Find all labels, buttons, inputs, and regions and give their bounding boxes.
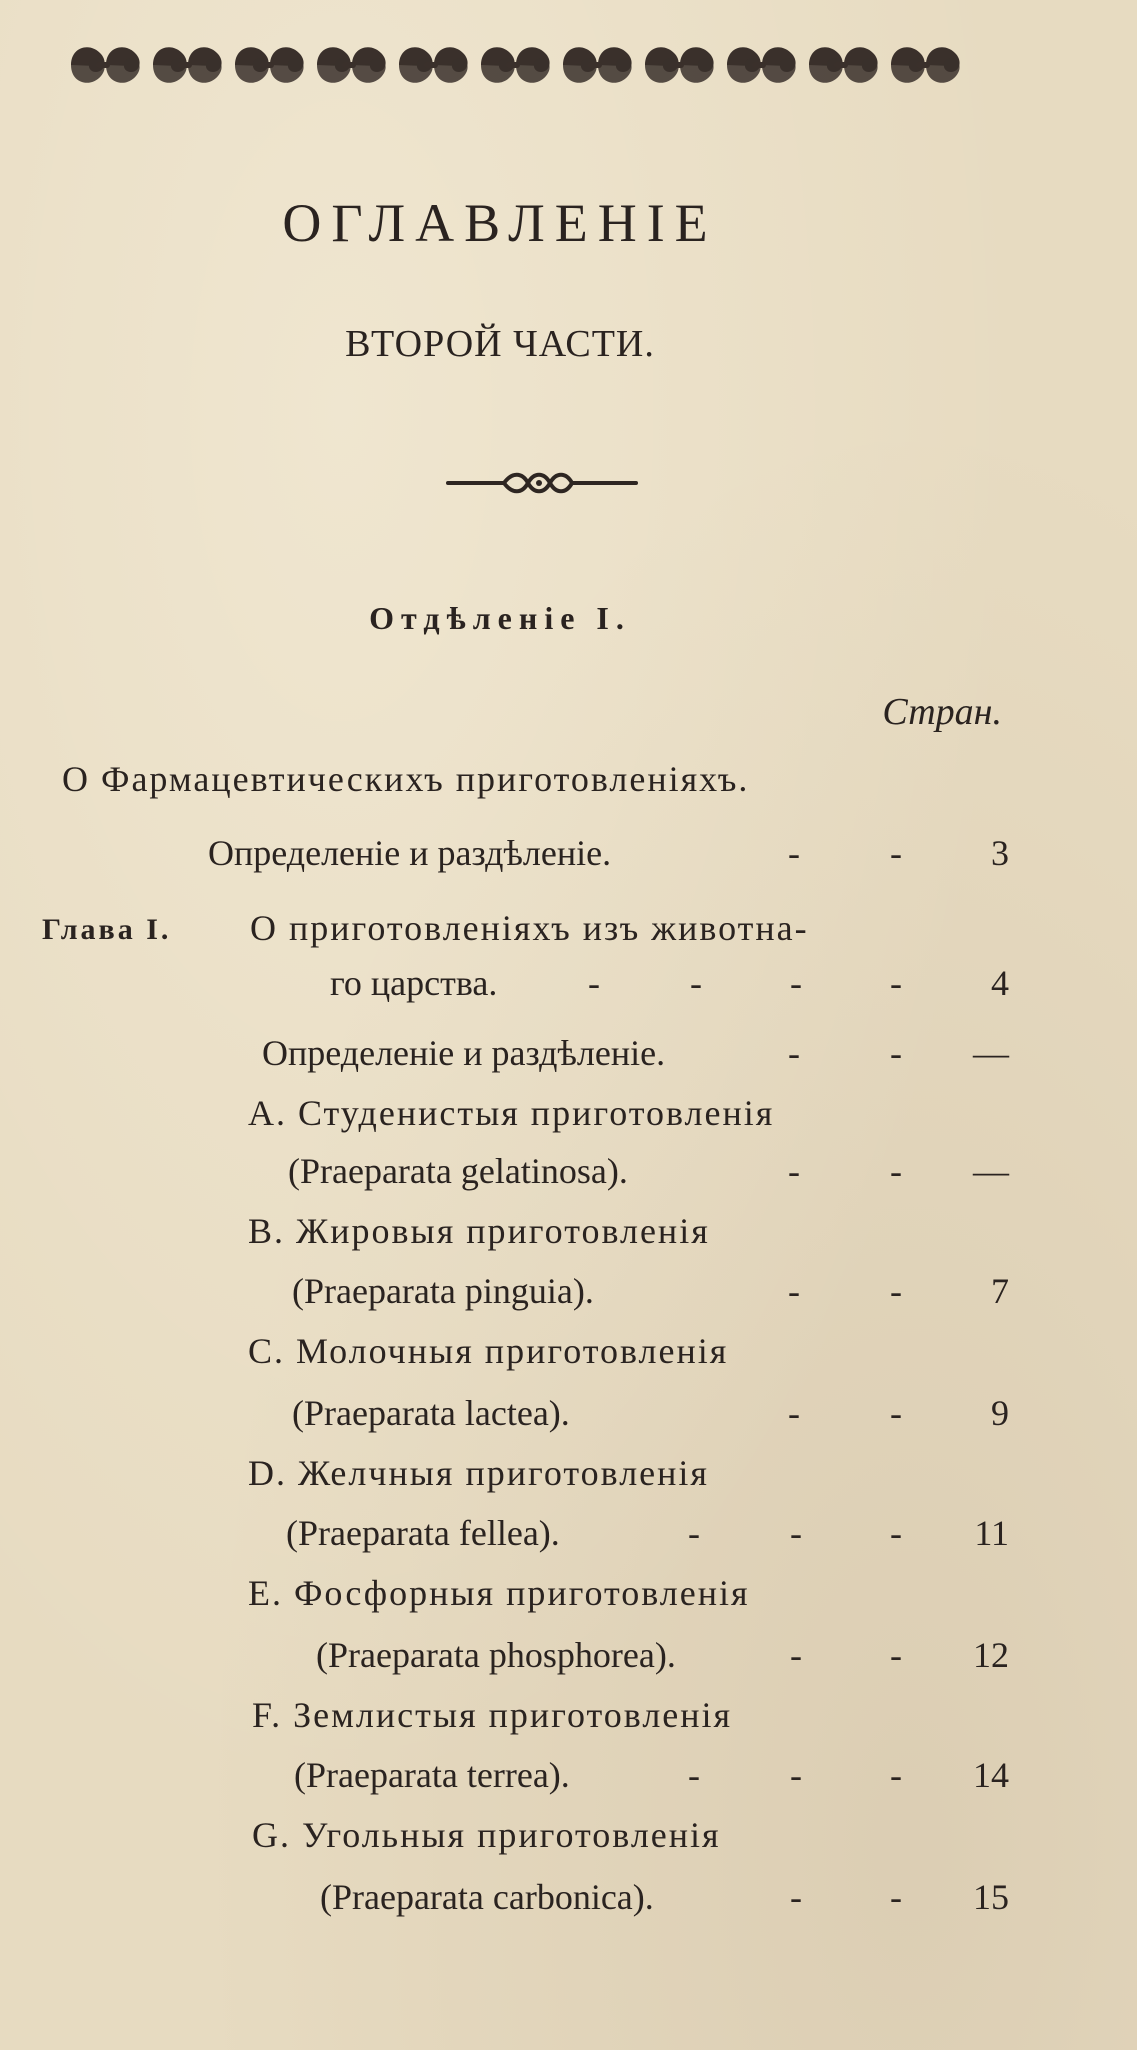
toc-entry-text-continued: (Praeparata carbonica). <box>320 1877 654 1917</box>
toc-entry-page: 9 <box>991 1393 1009 1433</box>
toc-entry-page: — <box>973 1151 1009 1191</box>
chapter-label: Глава I. <box>42 913 172 946</box>
leader-dash: - <box>890 1877 902 1917</box>
toc-entry-text-continued: (Praeparata fellea). <box>286 1513 560 1553</box>
toc-entry-text-continued: (Praeparata gelatinosa). <box>288 1151 628 1191</box>
leader-dash: - <box>890 1271 902 1311</box>
toc-entry-text: Определенiе и раздѣленiе. <box>208 833 612 873</box>
toc-entry-text: C. Молочныя приготовленiя <box>248 1331 729 1371</box>
toc-entry-text-continued: (Praeparata terrea). <box>294 1755 570 1795</box>
toc-entry-text-continued: (Praeparata lactea). <box>292 1393 570 1433</box>
leader-dash: - <box>690 963 702 1003</box>
ornament-border <box>66 32 986 98</box>
leader-dash: - <box>890 963 902 1003</box>
leader-dash: - <box>788 1033 800 1073</box>
leader-dash: - <box>788 1151 800 1191</box>
toc-entry-page: 15 <box>973 1877 1009 1917</box>
leader-dash: - <box>788 833 800 873</box>
leader-dash: - <box>688 1513 700 1553</box>
toc-entry-page: 7 <box>991 1271 1009 1311</box>
toc-entry-text: О приготовленiяхъ изъ животна- <box>250 908 809 948</box>
leader-dash: - <box>890 1033 902 1073</box>
leader-dash: - <box>688 1755 700 1795</box>
toc-entry-page: 3 <box>991 833 1009 873</box>
toc-entry-text: Определенiе и раздѣленiе. <box>262 1033 666 1073</box>
leader-dash: - <box>890 1755 902 1795</box>
toc-entry-text: F. Землистыя приготовленiя <box>252 1695 733 1735</box>
toc-entry-page: 11 <box>974 1513 1009 1553</box>
part-heading: О Фармацевтическихъ приготовленiяхъ. <box>62 759 750 799</box>
toc-entry-text-continued: (Praeparata pinguia). <box>292 1271 594 1311</box>
section-heading: Отдѣленiе I. <box>369 600 631 636</box>
leader-dash: - <box>890 1635 902 1675</box>
leader-dash: - <box>788 1393 800 1433</box>
leader-dash: - <box>588 963 600 1003</box>
leader-dash: - <box>890 833 902 873</box>
leader-dash: - <box>790 1755 802 1795</box>
toc-entry-text-continued: го царства. <box>330 963 498 1003</box>
leader-dash: - <box>790 963 802 1003</box>
toc-entry-text: A. Студенистыя приготовленiя <box>248 1093 775 1133</box>
toc-entry-text-continued: (Praeparata phosphorea). <box>316 1635 676 1675</box>
toc-entry-text: G. Угольныя приготовленiя <box>252 1815 721 1855</box>
divider-ornament <box>442 468 642 498</box>
pages-column-label: Стран. <box>882 691 1002 733</box>
page-subtitle: ВТОРОЙ ЧАСТИ. <box>345 323 655 365</box>
leader-dash: - <box>790 1513 802 1553</box>
page-title: ОГЛАВЛЕНIЕ <box>282 193 718 253</box>
leader-dash: - <box>890 1393 902 1433</box>
toc-entry-text: B. Жировыя приготовленiя <box>248 1211 710 1251</box>
toc-entry-text: D. Желчныя приготовленiя <box>248 1453 709 1493</box>
leader-dash: - <box>790 1635 802 1675</box>
toc-entry-page: 4 <box>991 963 1009 1003</box>
toc-entry-page: — <box>973 1033 1009 1073</box>
toc-entry-page: 12 <box>973 1635 1009 1675</box>
leader-dash: - <box>788 1271 800 1311</box>
leader-dash: - <box>890 1151 902 1191</box>
toc-entry-page: 14 <box>973 1755 1009 1795</box>
toc-entry-text: E. Фосфорныя приготовленiя <box>248 1573 750 1613</box>
leader-dash: - <box>790 1877 802 1917</box>
leader-dash: - <box>890 1513 902 1553</box>
